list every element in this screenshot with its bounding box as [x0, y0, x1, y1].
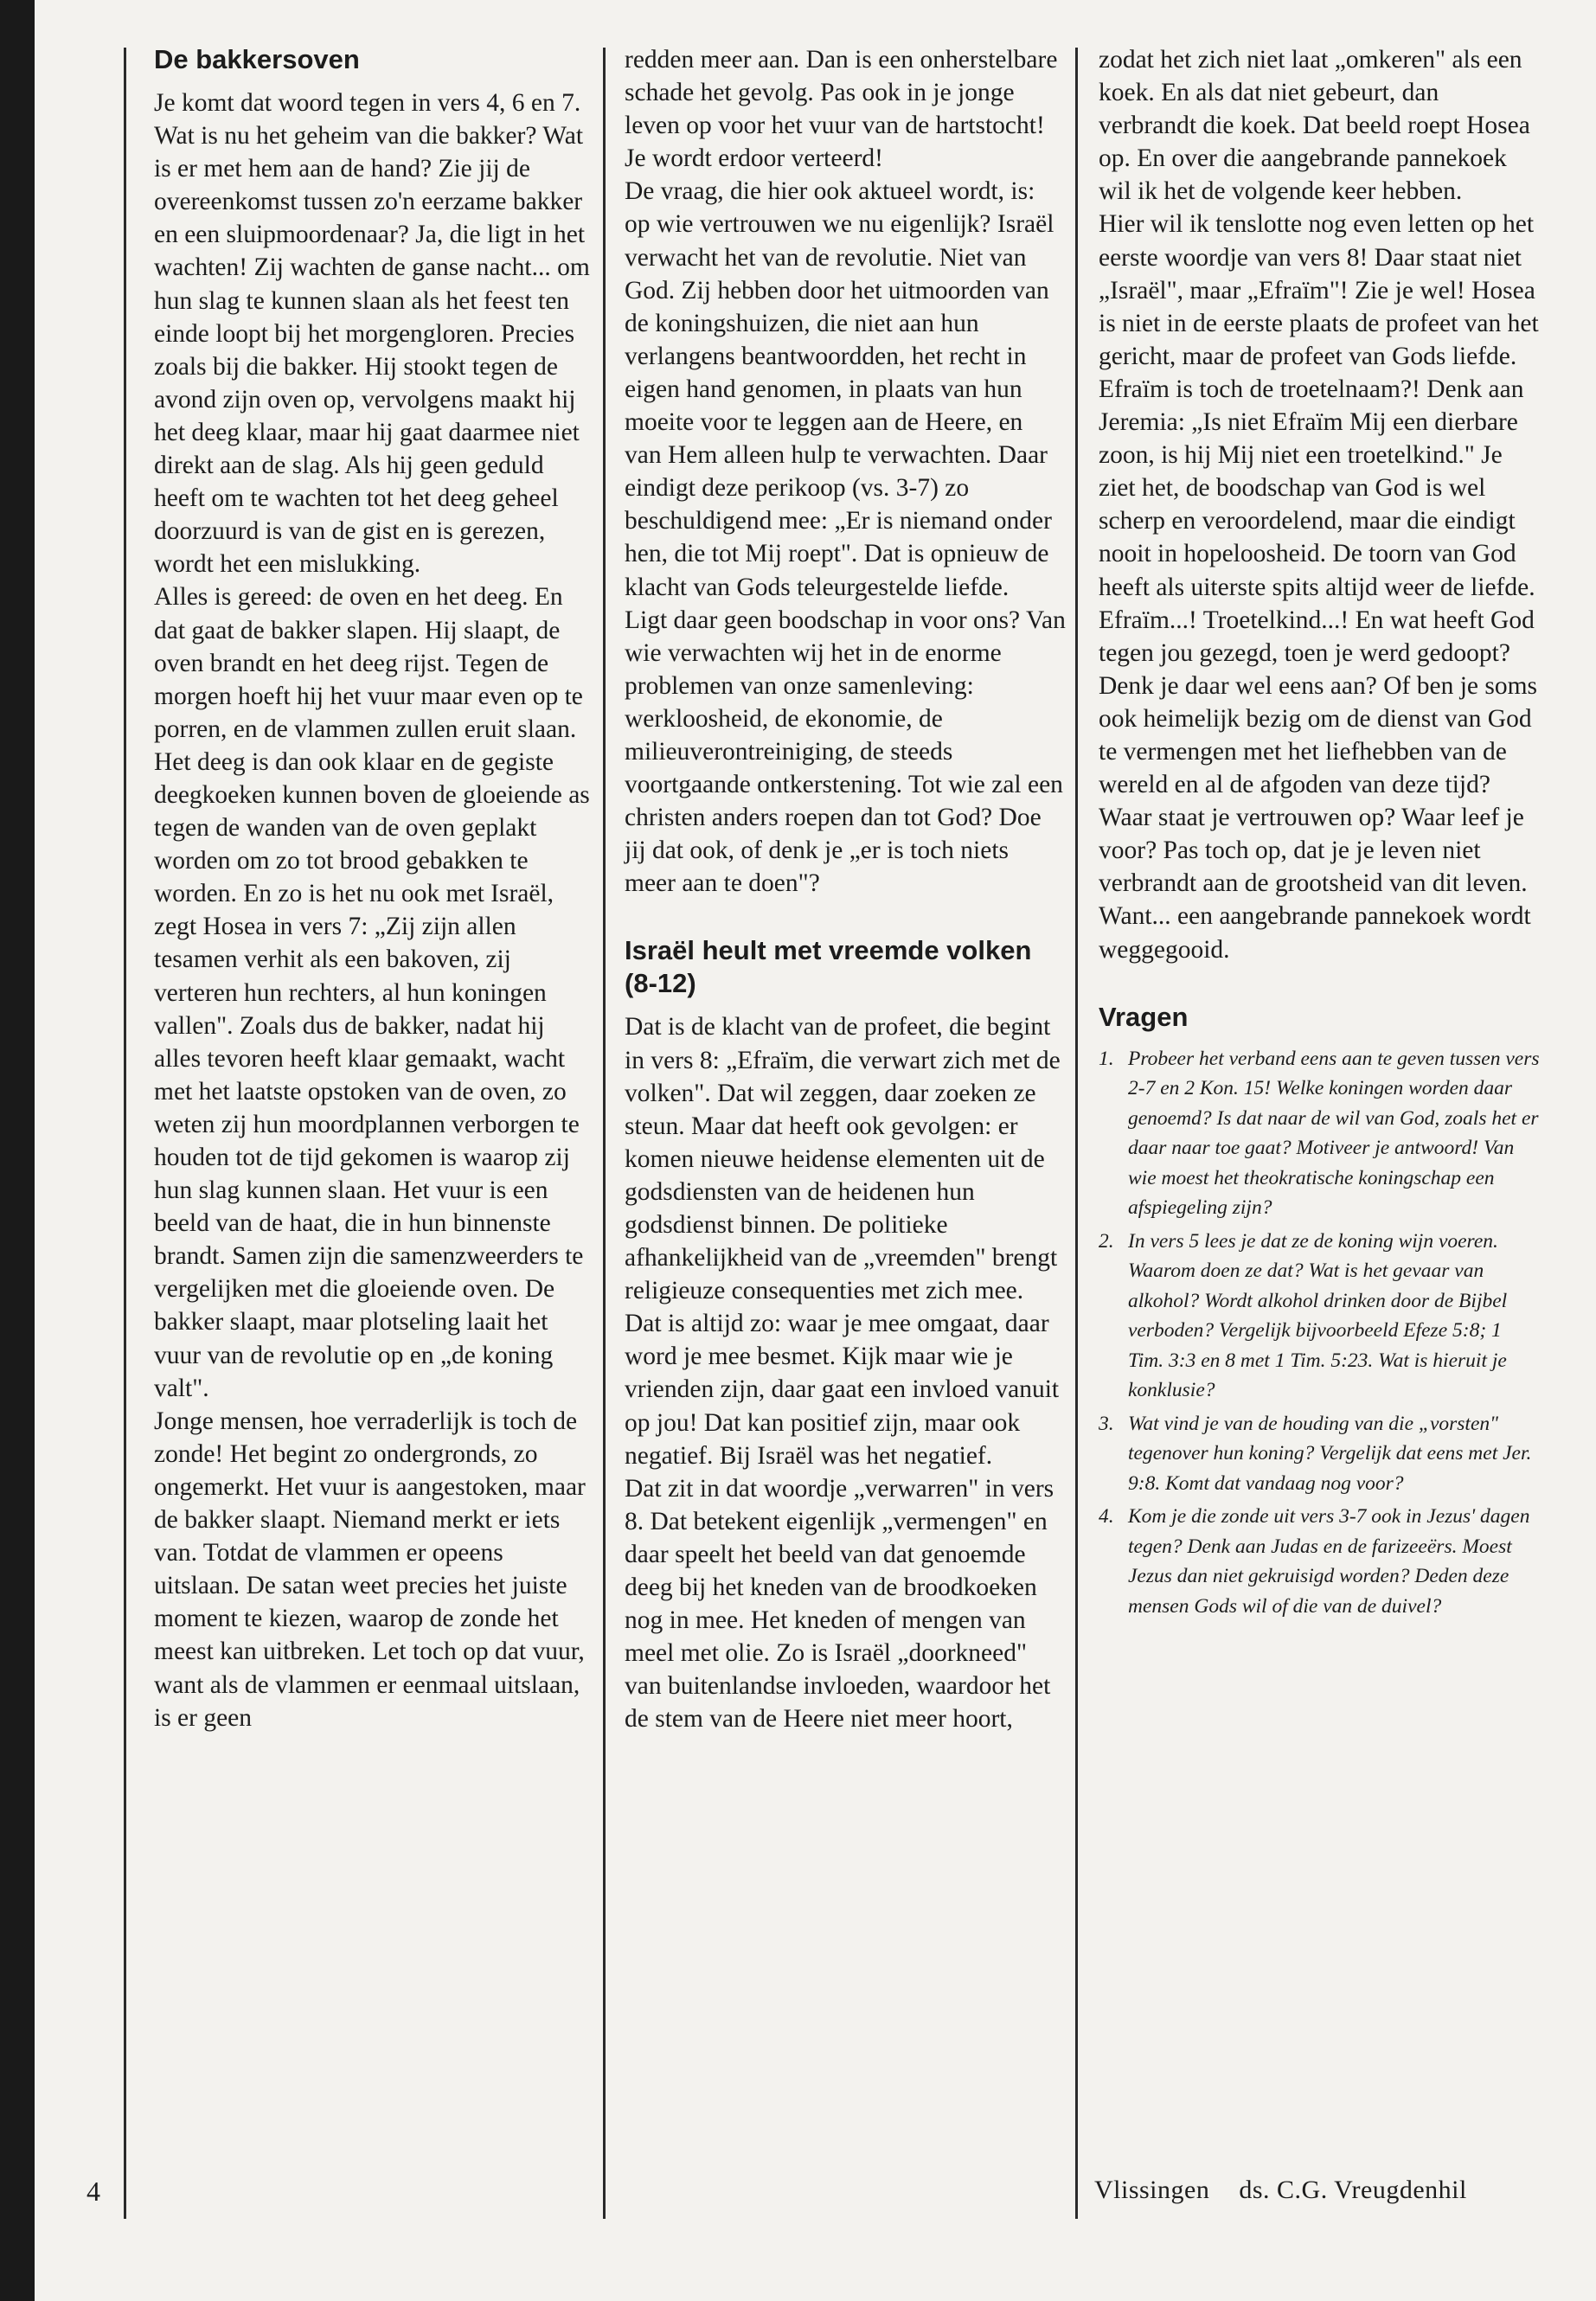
questions-heading: Vragen [1099, 1001, 1189, 1032]
paragraph: redden meer aan. Dan is een onherstelbare schade het gevolg. Pas ook in je jonge leven op voor het vuur van de hartstocht! Je wordt erdoor verteerd! [625, 46, 1058, 173]
section-heading-bakkersoven: De bakkersoven [154, 44, 360, 74]
questions-list [1099, 1044, 1540, 1622]
paragraph: Dat zit in dat woordje „verwarren" in vers 8. Dat betekent eigenlijk „vermengen" en daar speelt het beeld van dat genoemde deeg bij het kneden van de broodkoeken nog in mee. Het kneden of mengen van meel met olie. Zo is Israël „doorkneed" van buitenlandse invloeden, waardoor het de stem van de Heere niet meer hoort, [625, 1474, 1054, 1734]
scan-edge [0, 0, 35, 2301]
question-number: 2. [1099, 1229, 1114, 1253]
author-signature [1094, 2176, 1467, 2205]
paragraph: Hier wil ik tenslotte nog even letten op het eerste woordje van vers 8! Daar staat niet „Israël", maar „Efraïm"! Zie je wel! Hosea is niet in de eerste plaats de profeet van het gericht, maar de profeet van Gods liefde. Efraïm is toch de troetelnaam?! Denk aan Jeremia: „Is niet Efraïm Mij een dierbare zoon, is hij Mij niet een troetelkind." Je ziet het, de boodschap van God is wel scherp en veroordelend, maar die eindigt nooit in hopeloosheid. De toorn van God heeft als uiterste spits altijd weer de liefde. Efraïm...! Troetelkind...! En wat heeft God tegen jou gezegd, toen je werd gedoopt? Denk je daar wel eens aan? Of ben je soms ook heimelijk bezig om de dienst van God te vermengen met het liefhebben van de wereld en al de afgoden van deze tijd? Waar staat je vertrouwen op? Waar leef je voor? Pas toch op, dat je je leven niet verbrandt aan de grootsheid van dit leven. Want... een aangebrande pannekoek wordt weggegooid. [1099, 210, 1539, 964]
question-text: Kom je die zonde uit vers 3-7 ook in Jezus' dagen tegen? Denk aan Judas en de farizeeërs. Moest Jezus dan niet gekruisigd worden? Deden deze mensen Gods wil of die van de duivel? [1128, 1505, 1530, 1618]
column-3 [1099, 43, 1540, 1625]
question-text: In vers 5 lees je dat ze de koning wijn voeren. Waarom doen ze dat? Wat is het gevaar van alkohol? Wordt alkohol drinken door de Bijbel verboden? Vergelijk bijvoorbeeld Efeze 5:8; 1 Tim. 3:3 en 8 met 1 Tim. 5:23. Wat is hieruit je konklusie? [1128, 1229, 1508, 1402]
question-item [1099, 1502, 1540, 1621]
column-1 [154, 43, 595, 1734]
signature-author: ds. C.G. Vreugdenhil [1239, 2176, 1467, 2204]
paragraph: zodat het zich niet laat „omkeren" als een koek. En als dat niet gebeurt, dan verbrandt die koek. Dat beeld roept Hosea op. En over die aangebrande pannekoek wil ik het de volgende keer hebben. [1099, 46, 1530, 206]
question-number: 4. [1099, 1505, 1114, 1529]
question-text: Wat vind je van de houding van die „vorsten" tegenover hun koning? Vergelijk dat eens met Jer. 9:8. Komt dat vandaag nog voor? [1128, 1412, 1532, 1495]
paragraph: Je komt dat woord tegen in vers 4, 6 en 7. Wat is nu het geheim van die bakker? Wat is er met hem aan de hand? Zie jij de overeenkomst tussen zo'n eerzame bakker en een sluipmoordenaar? Ja, die ligt in het wachten! Zij wachten de ganse nacht... om hun slag te kunnen slaan als het feest ten einde loopt bij het morgengloren. Precies zoals bij die bakker. Hij stookt tegen de avond zijn oven op, vervolgens maakt hij het deeg klaar, maar hij gaat daarmee niet direkt aan de slag. Als hij geen geduld heeft om te wachten tot het deeg geheel doorzuurd is van de gist en is gerezen, wordt het een mislukking. [154, 89, 590, 579]
question-number: 3. [1099, 1412, 1114, 1435]
column-rule-middle [603, 48, 606, 2219]
paragraph: Ligt daar geen boodschap in voor ons? Van wie verwachten wij het in de enorme problemen van onze samenleving: werkloosheid, de ekonomie, de milieuverontreiniging, de steeds voortgaande ontkerstening. Tot wie zal een christen anders roepen dan tot God? Doe jij dat ook, of denk je „er is toch niets meer aan te doen"? [625, 606, 1066, 898]
question-item [1099, 1227, 1540, 1406]
column-rule-right [1075, 48, 1078, 2219]
question-number: 1. [1099, 1047, 1114, 1070]
column-rule-left [124, 48, 126, 2219]
section-heading-israel: Israël heult met vreemde volken (8-12) [625, 935, 1032, 999]
paragraph: Jonge mensen, hoe verraderlijk is toch de zonde! Het begint zo ondergronds, zo ongemerkt. Het vuur is aangestoken, maar de bakker slaapt. Niemand merkt er iets van. Totdat de vlammen er opeens uitslaan. De satan weet precies het juiste moment te kiezen, waarop de zonde het meest kan uitbreken. Let toch op dat vuur, want als de vlammen er eenmaal uitslaan, is er geen [154, 1407, 586, 1732]
paragraph: De vraag, die hier ook aktueel wordt, is: op wie vertrouwen we nu eigenlijk? Israël verwacht het van de revolutie. Niet van God. Zij hebben door het uitmoorden van de koningshuizen, die niet aan hun verlangens beantwoordden, het recht in eigen hand genomen, in plaats van hun moeite voor te leggen aan de Heere, en van Hem alleen hulp te verwachten. Daar eindigt deze perikoop (vs. 3-7) zo beschuldigend mee: „Er is niemand onder hen, die tot Mij roept". Dat is opnieuw de klacht van Gods teleurgestelde liefde. [625, 177, 1054, 601]
question-item [1099, 1409, 1540, 1499]
page-number: 4 [87, 2176, 100, 2207]
column-2 [625, 43, 1066, 1736]
signature-place: Vlissingen [1094, 2176, 1210, 2204]
question-text: Probeer het verband eens aan te geven tussen vers 2-7 en 2 Kon. 15! Welke koningen worden daar genoemd? Is dat naar de wil van God, zoals het er daar naar toe gaat? Motiveer je antwoord! Van wie moest het theokratische koningschap een afspiegeling zijn? [1128, 1047, 1540, 1220]
question-item [1099, 1044, 1540, 1223]
paragraph: Dat is de klacht van de profeet, die begint in vers 8: „Efraïm, die verwart zich met de volken". Dat wil zeggen, daar zoeken ze steun. Maar dat heeft ook gevolgen: er komen nieuwe heidense elementen uit de godsdiensten van de heidenen hun godsdienst binnen. De politieke afhankelijkheid van de „vreemden" brengt religieuze consequenties met zich mee. Dat is altijd zo: waar je mee omgaat, daar word je mee besmet. Kijk maar wie je vrienden zijn, daar gaat een invloed vanuit op jou! Dat kan positief zijn, maar ook negatief. Bij Israël was het negatief. [625, 1013, 1061, 1470]
paragraph: Alles is gereed: de oven en het deeg. En dat gaat de bakker slapen. Hij slaapt, de oven brandt en het deeg rijst. Tegen de morgen hoeft hij het vuur maar even op te porren, en de vlammen zullen eruit slaan. Het deeg is dan ook klaar en de gegiste deegkoeken kunnen boven de gloeiende as tegen de wanden van de oven geplakt worden om zo tot brood gebakken te worden. En zo is het nu ook met Israël, zegt Hosea in vers 7: „Zij zijn allen tesamen verhit als een bakoven, zij verteren hun rechters, al hun koningen vallen". Zoals dus de bakker, nadat hij alles tevoren heeft klaar gemaakt, wacht met het laatste opstoken van de oven, zo weten zij hun moordplannen verborgen te houden tot de tijd gekomen is waarop zij hun slag kunnen slaan. Het vuur is een beeld van de haat, die in hun binnenste brandt. Samen zijn die samenzweerders te vergelijken met die gloeiende oven. De bakker slaapt, maar plotseling laait het vuur van de revolutie op en „de koning valt". [154, 583, 590, 1402]
